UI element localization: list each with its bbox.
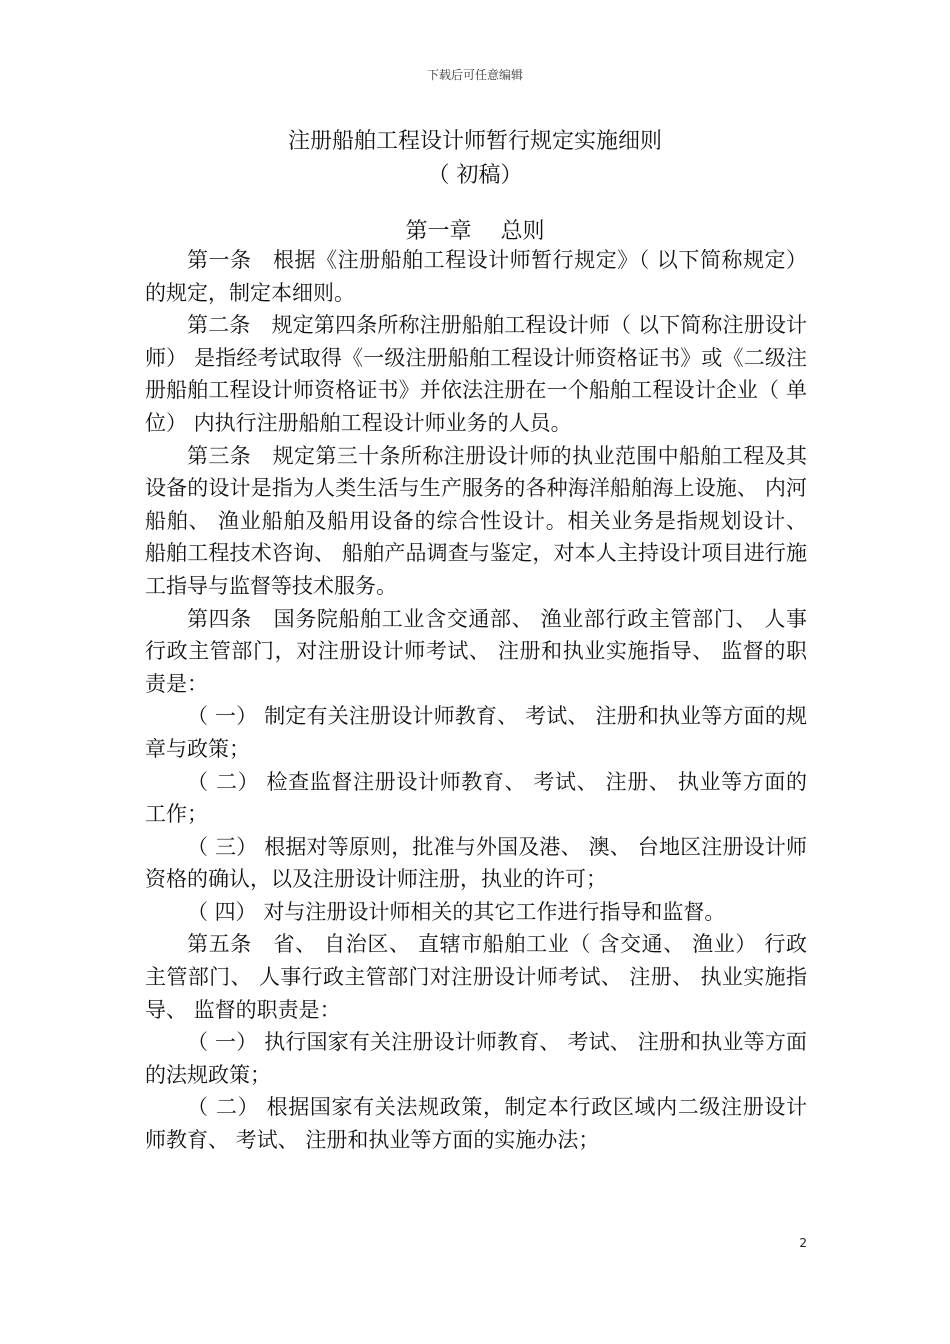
page-number: 2 [799, 1236, 807, 1250]
paragraph-article-4-item-3: （ 三） 根据对等原则，批准与外国及港、 澳、 台地区注册设计师资格的确认，以及注册设计师注册，执业的许可； [145, 834, 807, 892]
paragraph-article-1: 第一条 根据《注册船舶工程设计师暂行规定》（ 以下简称规定）的规定，制定本细则。 [145, 248, 807, 305]
paragraph-article-4: 第四条 国务院船舶工业含交通部、 渔业部行政主管部门、 人事行政主管部门，对注册设计师考试、 注册和执业实施指导、 监督的职责是： [145, 606, 807, 696]
document-subtitle: （ 初稿） [427, 163, 523, 188]
paragraph-article-3: 第三条 规定第三十条所称注册设计师的执业范围中船舶工程及其设备的设计是指为人类生活与生产服务的各种海洋船舶海上设施、 内河船舶、 渔业船舶及船用设备的综合性设计。相关业务是指规划设计、 船舶工程技术咨询、 船舶产品调查与鉴定，对本人主持设计项目进行施工指导与监督等技术服务。 [145, 443, 807, 598]
page-header: 下载后可任意编辑 [426, 68, 523, 82]
chapter-label: 第一章 [405, 219, 472, 244]
paragraph-article-5: 第五条 省、 自治区、 直辖市船舶工业（ 含交通、 渔业） 行政主管部门、 人事行政主管部门对注册设计师考试、 注册、 执业实施指导、 监督的职责是： [145, 932, 807, 1022]
paragraph-article-4-item-1: （ 一） 制定有关注册设计师教育、 考试、 注册和执业等方面的规章与政策； [145, 704, 807, 761]
paragraph-article-5-item-1: （ 一） 执行国家有关注册设计师教育、 考试、 注册和执业等方面的法规政策； [145, 1030, 807, 1087]
paragraph-article-5-item-2: （ 二） 根据国家有关法规政策，制定本行政区域内二级注册设计师教育、 考试、 注册和执业等方面的实施办法； [145, 1095, 807, 1153]
chapter-name: 总则 [500, 219, 545, 244]
paragraph-article-4-item-4: （ 四） 对与注册设计师相关的其它工作进行指导和监督。 [187, 899, 726, 924]
document-body [145, 244, 807, 1157]
paragraph-article-2: 第二条 规定第四条所称注册船舶工程设计师（ 以下简称注册设计师） 是指经考试取得《一级注册船舶工程设计师资格证书》或《二级注册船舶工程设计师资格证书》并依法注册在一个船舶工程设计企业（ 单位） 内执行注册船舶工程设计师业务的人员。 [145, 313, 807, 435]
document-title: 注册船舶工程设计师暂行规定实施细则 [287, 129, 662, 154]
paragraph-article-4-item-2: （ 二） 检查监督注册设计师教育、 考试、 注册、 执业等方面的工作； [145, 769, 807, 827]
chapter-heading [0, 214, 950, 245]
